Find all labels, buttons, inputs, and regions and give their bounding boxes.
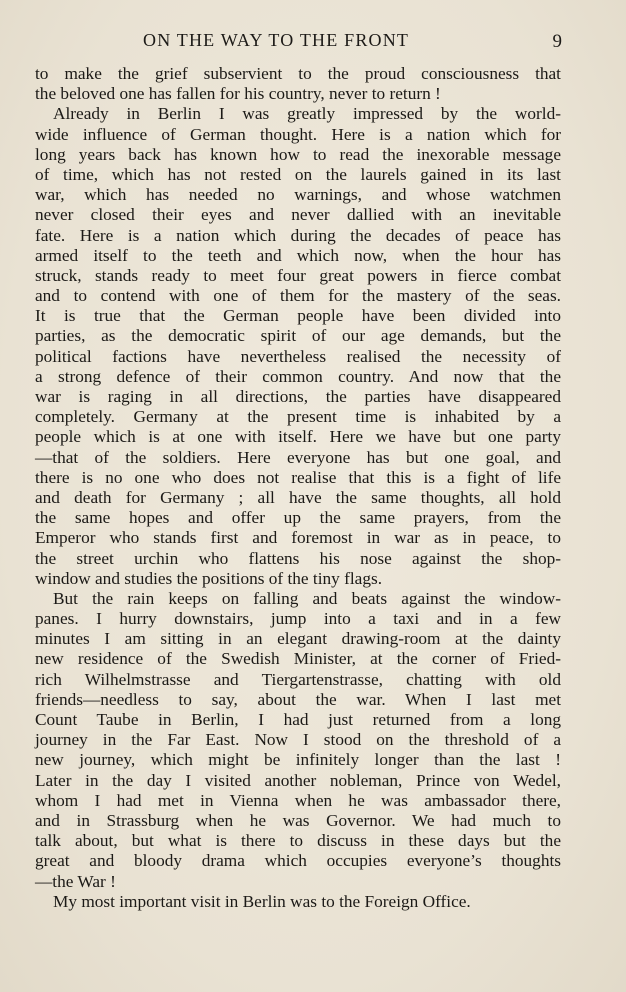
text-line: —that of the soldiers. Here everyone has but one goal, and xyxy=(35,447,561,467)
text-line: never closed their eyes and never dallied with an inevitable xyxy=(35,205,561,225)
text-line: armed itself to the teeth and which now, when the hour has xyxy=(35,245,561,265)
running-title: ON THE WAY TO THE FRONT xyxy=(143,30,410,50)
text-line: war is raging in all directions, the parties have disappeared xyxy=(35,387,561,406)
text-line: panes. I hurry downstairs, jump into a taxi and in a few xyxy=(35,609,561,629)
text-line: long years back has known how to read the inexorable message xyxy=(35,144,561,164)
text-line: —the War ! xyxy=(35,871,116,891)
text-line: and in Strassburg when he was Governor. We had much to xyxy=(35,810,561,830)
text-line: But the rain keeps on falling and beats against the window- xyxy=(53,588,561,608)
text-line: rich Wilhelmstrasse and Tiergartenstrasse, chatting with old xyxy=(35,669,561,689)
text-line: political factions have nevertheless realised the necessity of xyxy=(35,346,561,366)
text-line: journey in the Far East. Now I stood on the threshold of a xyxy=(35,730,561,750)
text-line: My most important visit in Berlin was to the Foreign Office. xyxy=(53,891,471,911)
text-line: friends—needless to say, about the war. When I last met xyxy=(35,689,561,709)
text-line: Emperor who stands first and foremost in war as in peace, to xyxy=(35,528,561,548)
text-line: struck, stands ready to meet four great powers in fierce combat xyxy=(35,265,561,285)
text-line: minutes I am sitting in an elegant drawing-room at the dainty xyxy=(35,629,561,649)
page-header xyxy=(35,30,561,54)
text-line: the same hopes and offer up the same prayers, from the xyxy=(35,508,561,528)
text-line: there is no one who does not realise that this is a fight of life xyxy=(35,467,561,487)
text-line: completely. Germany at the present time is inhabited by a xyxy=(35,407,561,427)
text-line: Already in Berlin I was greatly impressed by the world- xyxy=(53,104,561,124)
text-line: talk about, but what is there to discuss in these days but the xyxy=(35,831,561,851)
text-line: parties, as the democratic spirit of our age demands, but the xyxy=(35,326,561,346)
text-line: Count Taube in Berlin, I had just returned from a long xyxy=(35,710,561,729)
text-line: window and studies the positions of the tiny flags. xyxy=(35,568,383,588)
text-line: a strong defence of their common country. And now that the xyxy=(35,366,561,386)
text-line: whom I had met in Vienna when he was ambassador there, xyxy=(35,790,561,810)
text-line: new journey, which might be infinitely longer than the last ! xyxy=(35,750,561,770)
text-line: of time, which has not rested on the laurels gained in its last xyxy=(35,164,561,184)
text-line: to make the grief subservient to the proud consciousness that xyxy=(35,64,561,83)
text-line: wide influence of German thought. Here is a nation which for xyxy=(35,124,561,144)
text-line: fate. Here is a nation which during the decades of peace has xyxy=(35,225,561,245)
text-line: people which is at one with itself. Here we have but one party xyxy=(35,427,561,447)
body-text xyxy=(35,64,561,912)
text-line: war, which has needed no warnings, and whose watchmen xyxy=(35,185,561,205)
text-line: great and bloody drama which occupies everyone’s thoughts xyxy=(35,851,561,871)
text-line: the beloved one has fallen for his country, never to return ! xyxy=(35,84,441,104)
text-line: the street urchin who flattens his nose against the shop- xyxy=(35,548,561,568)
text-line: Later in the day I visited another nobleman, Prince von Wedel, xyxy=(35,770,561,790)
text-line: It is true that the German people have been divided into xyxy=(35,306,561,326)
page-number: 9 xyxy=(552,31,562,52)
text-line: new residence of the Swedish Minister, at the corner of Fried- xyxy=(35,649,561,669)
text-line: and death for Germany ; all have the same thoughts, all hold xyxy=(35,487,561,507)
text-line: and to contend with one of them for the mastery of the seas. xyxy=(35,286,561,306)
